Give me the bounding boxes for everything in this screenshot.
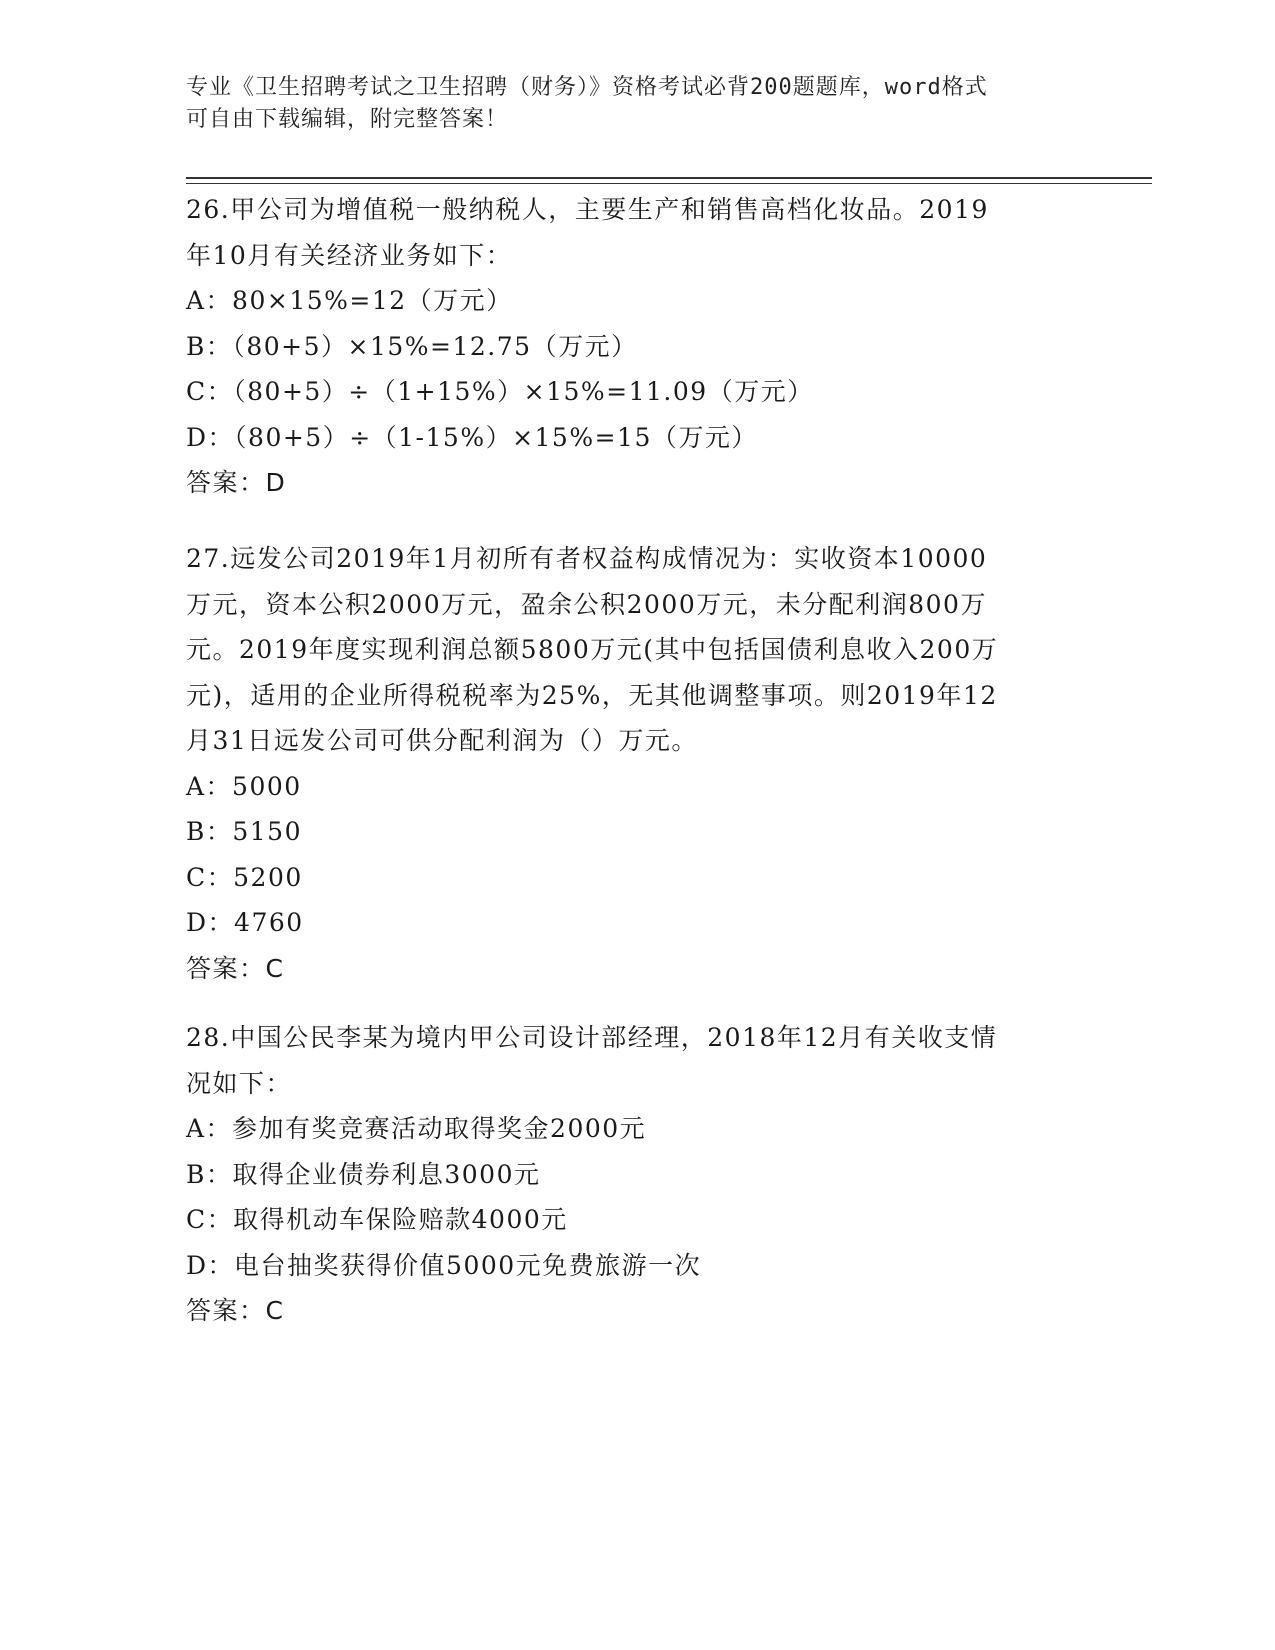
answer-line: 答案：C bbox=[186, 1296, 285, 1325]
stem-line: 况如下： bbox=[186, 1068, 293, 1098]
answer-line: 答案：C bbox=[186, 953, 285, 983]
stem-line: 万元，资本公积2000万元，盈余公积2000万元，未分配利润800万 bbox=[186, 589, 987, 619]
answer-line: 答案：D bbox=[186, 468, 287, 497]
header-divider-thick bbox=[186, 177, 1152, 179]
option-c: C：5200 bbox=[186, 862, 303, 892]
header-line-2: 可自由下载编辑，附完整答案！ bbox=[186, 107, 509, 132]
header-divider-thin bbox=[186, 183, 1152, 184]
option-a: A：5000 bbox=[186, 771, 302, 801]
question-26 bbox=[186, 187, 1066, 506]
question-28 bbox=[186, 1015, 1066, 1334]
stem-line: 元。2019年度实现利润总额5800万元(其中包括国债利息收入200万 bbox=[186, 635, 999, 664]
option-c: C：取得机动车保险赔款4000元 bbox=[186, 1205, 568, 1234]
option-b: B：5150 bbox=[186, 817, 302, 846]
option-a: A：参加有奖竞赛活动取得奖金2000元 bbox=[186, 1114, 647, 1143]
stem-line: 26.甲公司为增值税一般纳税人，主要生产和销售高档化妆品。2019 bbox=[186, 195, 989, 224]
option-d: D：电台抽奖获得价值5000元免费旅游一次 bbox=[186, 1250, 702, 1280]
question-stem bbox=[186, 536, 1066, 764]
document-header bbox=[186, 72, 1066, 136]
question-stem bbox=[186, 1015, 1066, 1106]
option-b: B：取得企业债券利息3000元 bbox=[186, 1159, 541, 1189]
option-d: D：（80+5）÷（1-15%）×15%=15（万元） bbox=[186, 422, 758, 452]
stem-line: 元)，适用的企业所得税税率为25%，无其他调整事项。则2019年12 bbox=[186, 680, 998, 710]
option-d: D：4760 bbox=[186, 908, 304, 937]
stem-line: 年10月有关经济业务如下： bbox=[186, 240, 513, 270]
question-27 bbox=[186, 536, 1066, 991]
header-line-1: 专业《卫生招聘考试之卫生招聘（财务）》资格考试必背200题题库，word格式 bbox=[186, 75, 988, 100]
stem-line: 月31日远发公司可供分配利润为（）万元。 bbox=[186, 726, 698, 755]
option-b: B：（80+5）×15%=12.75（万元） bbox=[186, 331, 638, 361]
stem-line: 27.远发公司2019年1月初所有者权益构成情况为：实收资本10000 bbox=[186, 544, 988, 573]
stem-line: 28.中国公民李某为境内甲公司设计部经理，2018年12月有关收支情 bbox=[186, 1023, 998, 1052]
option-a: A：80×15%=12（万元） bbox=[186, 286, 513, 315]
question-stem bbox=[186, 187, 1066, 278]
option-c: C：（80+5）÷（1+15%）×15%=11.09（万元） bbox=[186, 377, 814, 406]
